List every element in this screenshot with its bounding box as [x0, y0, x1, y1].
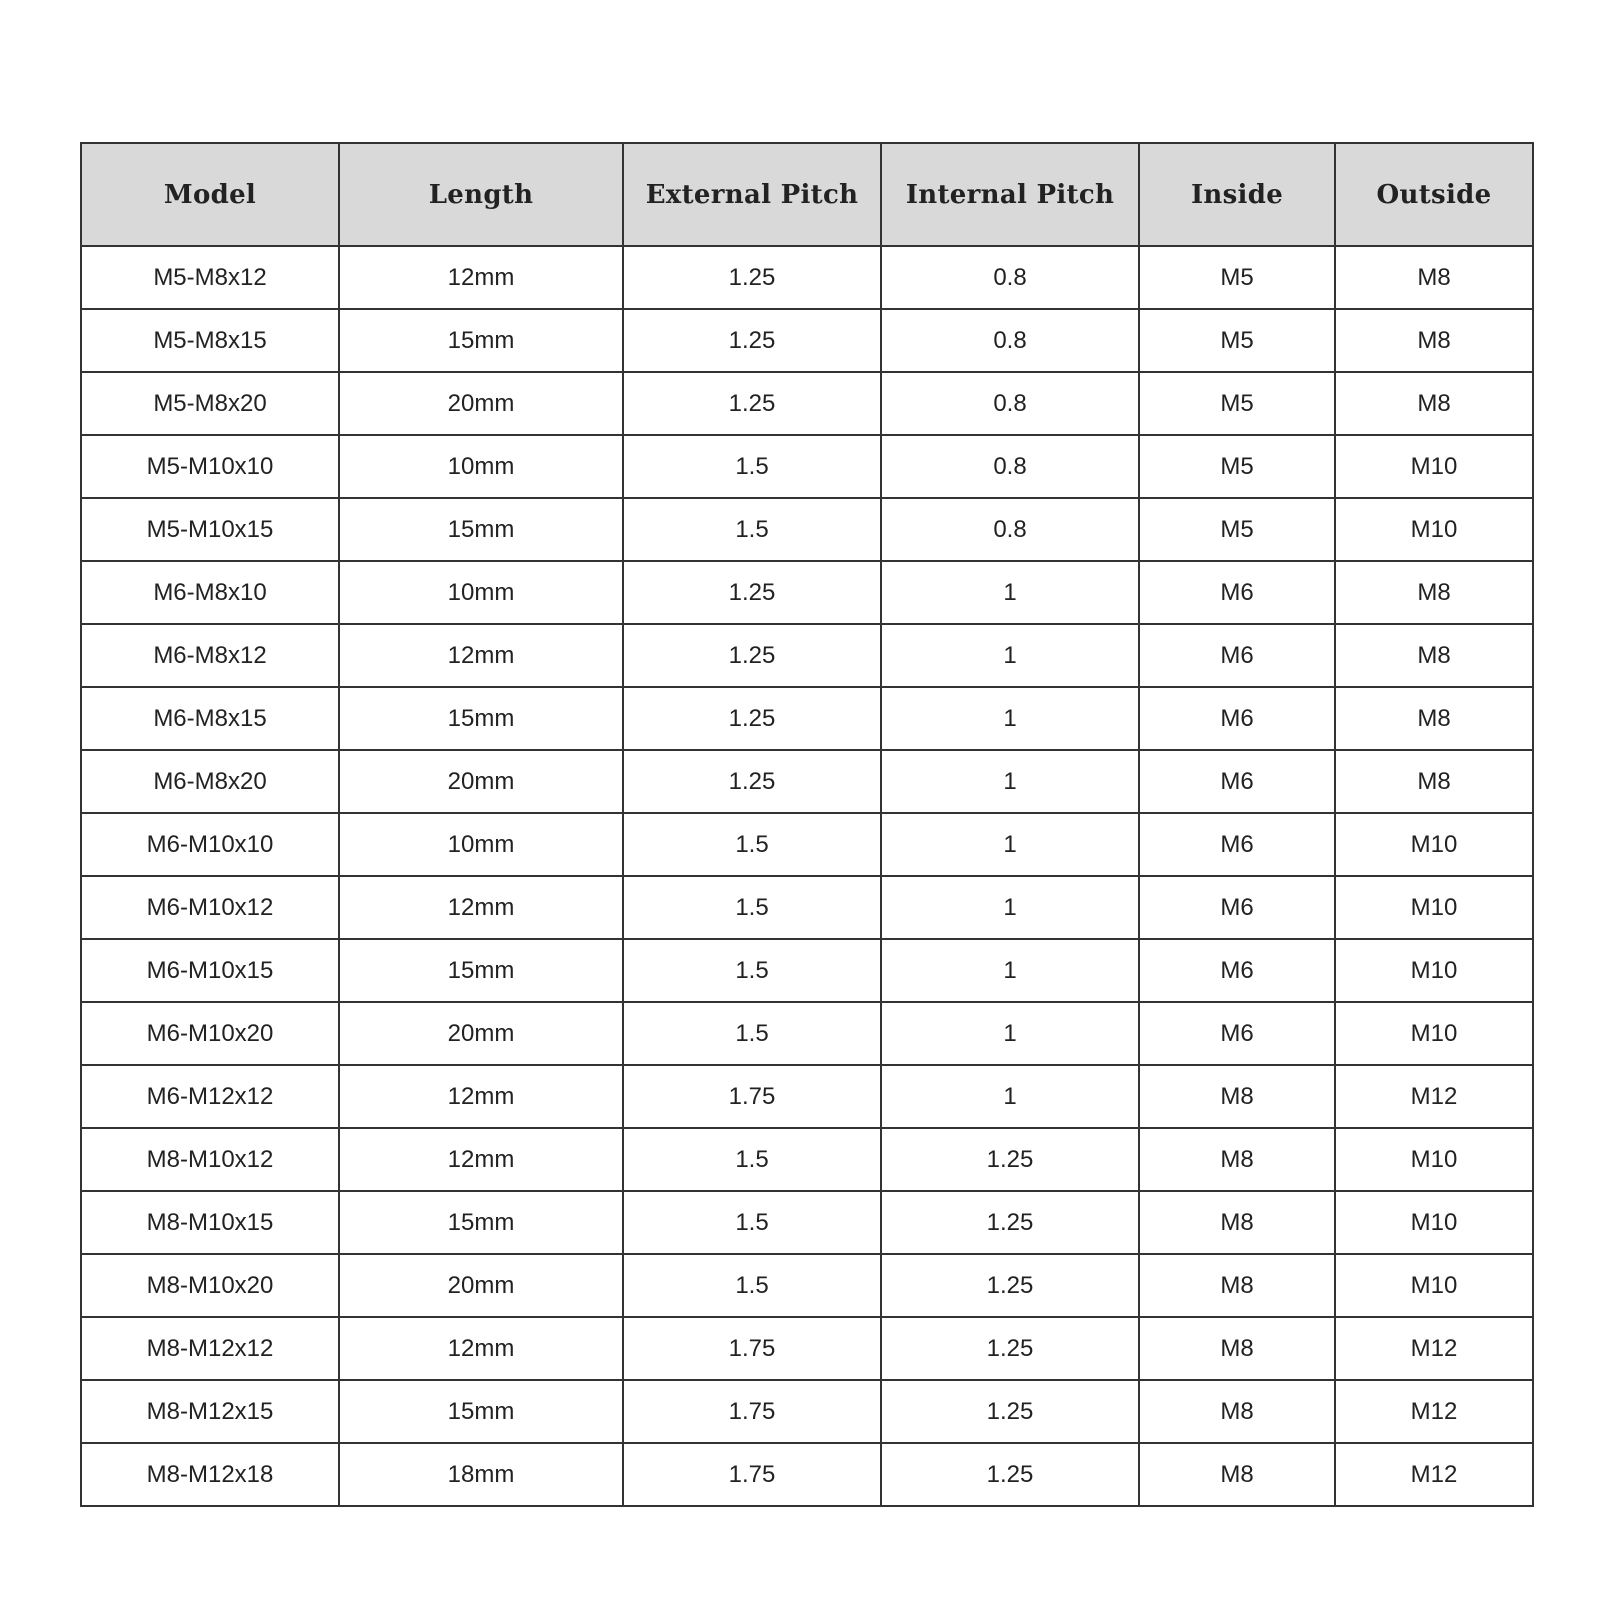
- table-body: [81, 246, 1533, 1506]
- cell-internal-pitch: 1: [881, 876, 1139, 939]
- spec-table: [80, 142, 1534, 1507]
- cell-length: 15mm: [339, 687, 623, 750]
- cell-inside: M5: [1139, 435, 1335, 498]
- cell-inside: M6: [1139, 813, 1335, 876]
- table-row: [81, 1317, 1533, 1380]
- cell-external-pitch: 1.5: [623, 813, 881, 876]
- cell-inside: M8: [1139, 1380, 1335, 1443]
- cell-model: M6-M10x15: [81, 939, 339, 1002]
- cell-internal-pitch: 0.8: [881, 435, 1139, 498]
- cell-inside: M6: [1139, 939, 1335, 1002]
- header-external-pitch: External Pitch: [623, 143, 881, 246]
- table-row: [81, 1443, 1533, 1506]
- cell-model: M8-M10x15: [81, 1191, 339, 1254]
- table-row: [81, 750, 1533, 813]
- cell-inside: M8: [1139, 1191, 1335, 1254]
- cell-length: 12mm: [339, 1065, 623, 1128]
- cell-external-pitch: 1.25: [623, 687, 881, 750]
- cell-external-pitch: 1.25: [623, 372, 881, 435]
- cell-external-pitch: 1.75: [623, 1380, 881, 1443]
- cell-outside: M8: [1335, 246, 1533, 309]
- cell-internal-pitch: 1: [881, 1065, 1139, 1128]
- table-row: [81, 624, 1533, 687]
- cell-length: 15mm: [339, 1380, 623, 1443]
- cell-model: M8-M10x12: [81, 1128, 339, 1191]
- cell-external-pitch: 1.25: [623, 624, 881, 687]
- table-header: [81, 143, 1533, 246]
- cell-internal-pitch: 1: [881, 939, 1139, 1002]
- cell-inside: M8: [1139, 1443, 1335, 1506]
- cell-length: 20mm: [339, 1254, 623, 1317]
- cell-model: M5-M8x12: [81, 246, 339, 309]
- cell-length: 12mm: [339, 1128, 623, 1191]
- table-row: [81, 1254, 1533, 1317]
- cell-outside: M8: [1335, 750, 1533, 813]
- cell-length: 15mm: [339, 1191, 623, 1254]
- cell-internal-pitch: 0.8: [881, 246, 1139, 309]
- cell-internal-pitch: 1.25: [881, 1128, 1139, 1191]
- cell-outside: M10: [1335, 939, 1533, 1002]
- cell-model: M8-M12x15: [81, 1380, 339, 1443]
- cell-outside: M8: [1335, 309, 1533, 372]
- cell-inside: M5: [1139, 246, 1335, 309]
- cell-external-pitch: 1.5: [623, 1254, 881, 1317]
- cell-external-pitch: 1.25: [623, 246, 881, 309]
- cell-inside: M6: [1139, 750, 1335, 813]
- cell-model: M8-M12x18: [81, 1443, 339, 1506]
- cell-internal-pitch: 1: [881, 687, 1139, 750]
- cell-outside: M10: [1335, 1191, 1533, 1254]
- cell-outside: M10: [1335, 813, 1533, 876]
- cell-outside: M8: [1335, 624, 1533, 687]
- cell-external-pitch: 1.5: [623, 876, 881, 939]
- cell-inside: M8: [1139, 1065, 1335, 1128]
- cell-external-pitch: 1.5: [623, 498, 881, 561]
- cell-length: 12mm: [339, 624, 623, 687]
- table-row: [81, 939, 1533, 1002]
- cell-inside: M8: [1139, 1317, 1335, 1380]
- cell-inside: M6: [1139, 561, 1335, 624]
- cell-model: M6-M8x12: [81, 624, 339, 687]
- cell-model: M6-M8x10: [81, 561, 339, 624]
- cell-inside: M5: [1139, 309, 1335, 372]
- cell-inside: M8: [1139, 1254, 1335, 1317]
- cell-length: 20mm: [339, 1002, 623, 1065]
- cell-outside: M12: [1335, 1317, 1533, 1380]
- cell-model: M5-M8x20: [81, 372, 339, 435]
- cell-outside: M10: [1335, 498, 1533, 561]
- cell-internal-pitch: 0.8: [881, 372, 1139, 435]
- table-row: [81, 813, 1533, 876]
- cell-outside: M10: [1335, 1002, 1533, 1065]
- cell-outside: M10: [1335, 876, 1533, 939]
- cell-outside: M10: [1335, 1128, 1533, 1191]
- table-row: [81, 1191, 1533, 1254]
- table-row: [81, 246, 1533, 309]
- table-row: [81, 876, 1533, 939]
- cell-external-pitch: 1.25: [623, 750, 881, 813]
- cell-model: M6-M10x12: [81, 876, 339, 939]
- cell-length: 12mm: [339, 876, 623, 939]
- cell-internal-pitch: 0.8: [881, 309, 1139, 372]
- cell-inside: M5: [1139, 498, 1335, 561]
- header-length: Length: [339, 143, 623, 246]
- cell-outside: M10: [1335, 435, 1533, 498]
- cell-length: 10mm: [339, 561, 623, 624]
- header-model: Model: [81, 143, 339, 246]
- table-row: [81, 309, 1533, 372]
- cell-length: 10mm: [339, 813, 623, 876]
- cell-model: M6-M10x20: [81, 1002, 339, 1065]
- cell-internal-pitch: 1.25: [881, 1254, 1139, 1317]
- cell-internal-pitch: 0.8: [881, 498, 1139, 561]
- cell-length: 10mm: [339, 435, 623, 498]
- table-row: [81, 435, 1533, 498]
- cell-inside: M6: [1139, 687, 1335, 750]
- cell-outside: M10: [1335, 1254, 1533, 1317]
- cell-inside: M8: [1139, 1128, 1335, 1191]
- cell-length: 12mm: [339, 246, 623, 309]
- cell-model: M8-M10x20: [81, 1254, 339, 1317]
- cell-outside: M12: [1335, 1443, 1533, 1506]
- header-outside: Outside: [1335, 143, 1533, 246]
- header-row: [81, 143, 1533, 246]
- cell-internal-pitch: 1: [881, 1002, 1139, 1065]
- cell-length: 12mm: [339, 1317, 623, 1380]
- cell-internal-pitch: 1: [881, 561, 1139, 624]
- cell-external-pitch: 1.5: [623, 939, 881, 1002]
- table-row: [81, 687, 1533, 750]
- cell-external-pitch: 1.75: [623, 1317, 881, 1380]
- cell-outside: M8: [1335, 372, 1533, 435]
- cell-internal-pitch: 1: [881, 624, 1139, 687]
- cell-length: 20mm: [339, 372, 623, 435]
- cell-outside: M8: [1335, 561, 1533, 624]
- cell-internal-pitch: 1.25: [881, 1191, 1139, 1254]
- cell-outside: M12: [1335, 1065, 1533, 1128]
- cell-external-pitch: 1.75: [623, 1443, 881, 1506]
- cell-inside: M6: [1139, 624, 1335, 687]
- table-row: [81, 1380, 1533, 1443]
- cell-internal-pitch: 1.25: [881, 1380, 1139, 1443]
- cell-external-pitch: 1.5: [623, 435, 881, 498]
- cell-internal-pitch: 1.25: [881, 1443, 1139, 1506]
- table-row: [81, 1128, 1533, 1191]
- cell-external-pitch: 1.25: [623, 561, 881, 624]
- cell-external-pitch: 1.5: [623, 1002, 881, 1065]
- table-row: [81, 498, 1533, 561]
- cell-internal-pitch: 1: [881, 750, 1139, 813]
- cell-external-pitch: 1.5: [623, 1128, 881, 1191]
- header-internal-pitch: Internal Pitch: [881, 143, 1139, 246]
- cell-model: M6-M12x12: [81, 1065, 339, 1128]
- cell-inside: M6: [1139, 876, 1335, 939]
- cell-model: M5-M8x15: [81, 309, 339, 372]
- cell-model: M5-M10x10: [81, 435, 339, 498]
- cell-model: M8-M12x12: [81, 1317, 339, 1380]
- table-row: [81, 1002, 1533, 1065]
- cell-length: 15mm: [339, 309, 623, 372]
- cell-internal-pitch: 1: [881, 813, 1139, 876]
- cell-inside: M6: [1139, 1002, 1335, 1065]
- cell-model: M6-M8x20: [81, 750, 339, 813]
- cell-external-pitch: 1.75: [623, 1065, 881, 1128]
- cell-outside: M12: [1335, 1380, 1533, 1443]
- cell-model: M6-M10x10: [81, 813, 339, 876]
- cell-inside: M5: [1139, 372, 1335, 435]
- cell-length: 15mm: [339, 498, 623, 561]
- cell-model: M6-M8x15: [81, 687, 339, 750]
- cell-length: 20mm: [339, 750, 623, 813]
- cell-length: 15mm: [339, 939, 623, 1002]
- cell-external-pitch: 1.25: [623, 309, 881, 372]
- cell-external-pitch: 1.5: [623, 1191, 881, 1254]
- table-row: [81, 372, 1533, 435]
- cell-model: M5-M10x15: [81, 498, 339, 561]
- cell-length: 18mm: [339, 1443, 623, 1506]
- cell-internal-pitch: 1.25: [881, 1317, 1139, 1380]
- header-inside: Inside: [1139, 143, 1335, 246]
- cell-outside: M8: [1335, 687, 1533, 750]
- table-row: [81, 1065, 1533, 1128]
- table-row: [81, 561, 1533, 624]
